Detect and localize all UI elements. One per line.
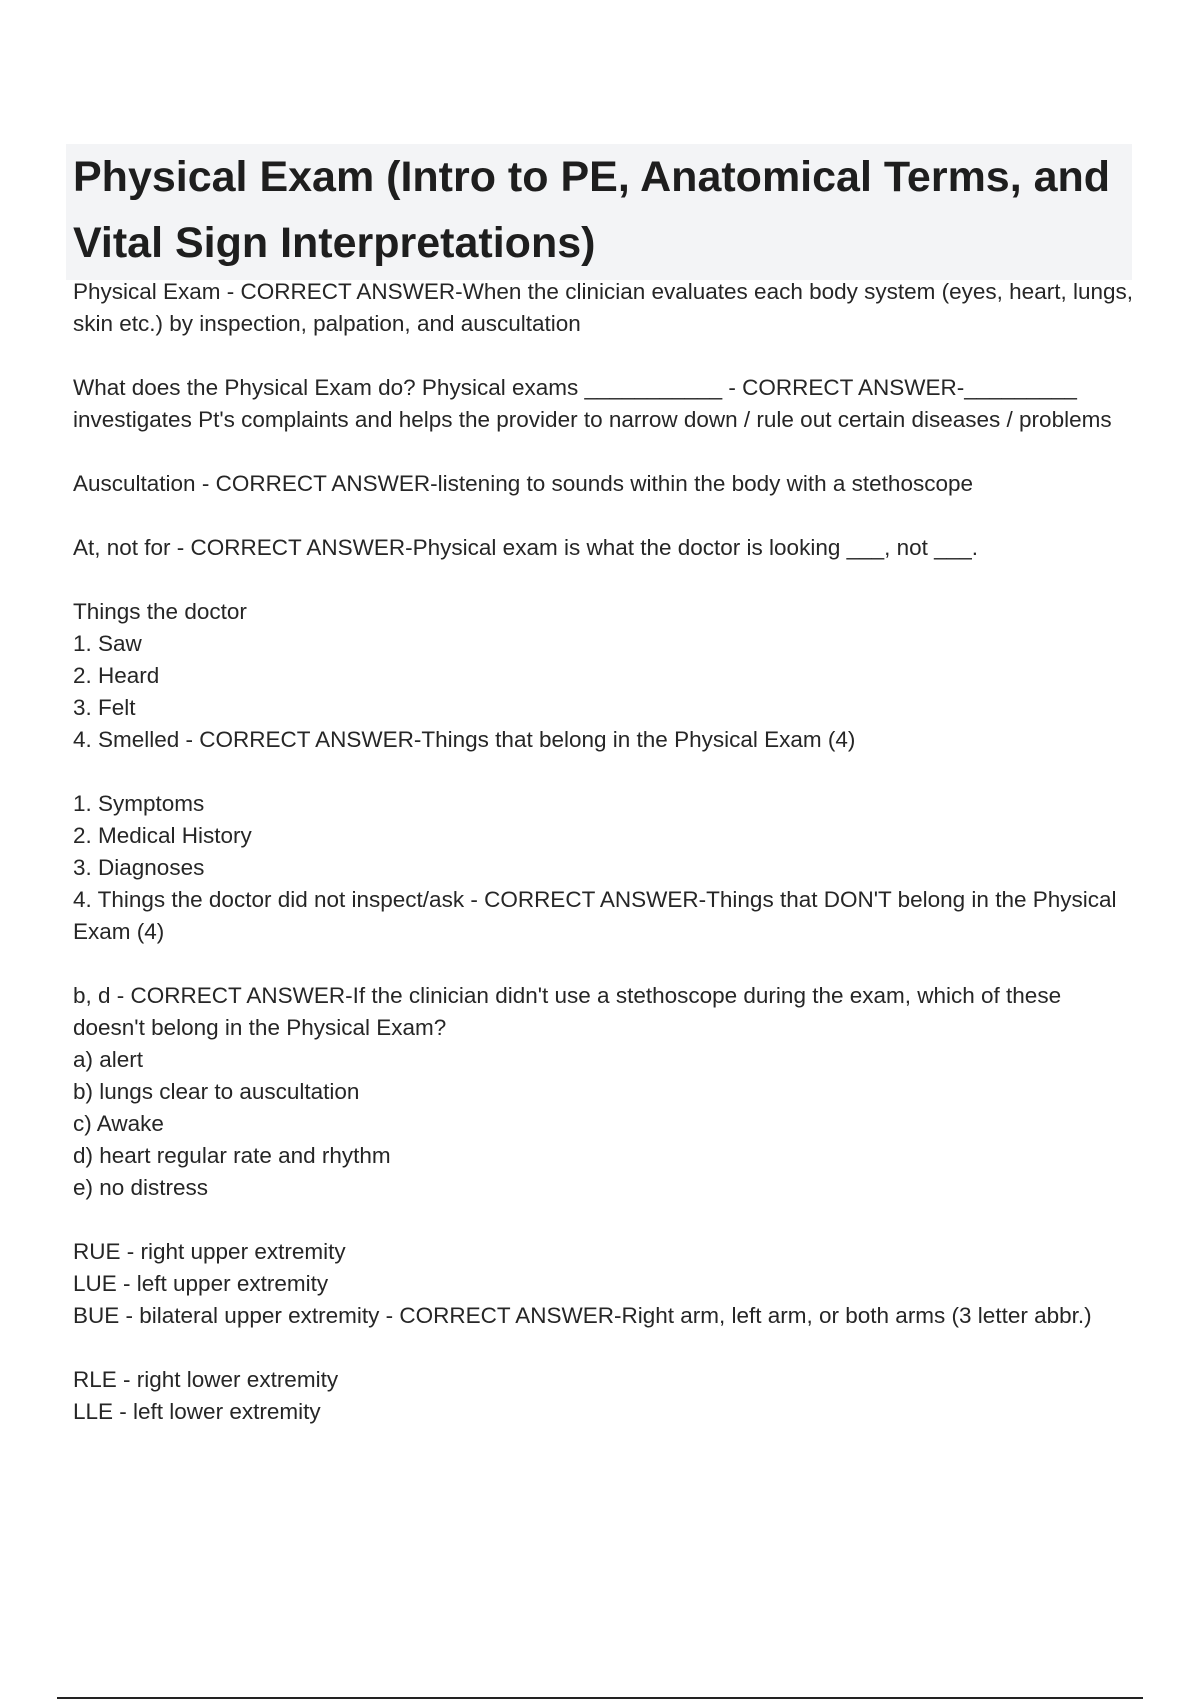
qa-at-not-for: At, not for - CORRECT ANSWER-Physical exam is what the doctor is looking ___, not ___. bbox=[73, 535, 978, 560]
qa-upper-extremity: RUE - right upper extremity LUE - left upper extremity BUE - bilateral upper extremity - CORRECT ANSWER-Right arm, left arm, or both arms (3 letter abbr.) bbox=[73, 1239, 1092, 1328]
document-page bbox=[73, 144, 1133, 1428]
qa-lower-extremity: RLE - right lower extremity LLE - left lower extremity bbox=[73, 1367, 339, 1424]
qa-physical-exam: Physical Exam - CORRECT ANSWER-When the clinician evaluates each body system (eyes, heart, lungs, skin etc.) by inspection, palpation, and auscultation bbox=[73, 279, 1133, 336]
document-body bbox=[73, 276, 1133, 1428]
qa-stethoscope-question: b, d - CORRECT ANSWER-If the clinician didn't use a stethoscope during the exam, which of these doesn't belong in the Physical Exam? a) alert b) lungs clear to auscultation c) Awake d) heart regular rate and rhythm e) no distress bbox=[73, 983, 1062, 1200]
footer-divider bbox=[57, 1697, 1143, 1699]
qa-things-dont-belong: 1. Symptoms 2. Medical History 3. Diagnoses 4. Things the doctor did not inspect/ask - CORRECT ANSWER-Things that DON'T belong in the Physical Exam (4) bbox=[73, 791, 1117, 944]
qa-what-exam-does: What does the Physical Exam do? Physical exams ___________ - CORRECT ANSWER-_________ investigates Pt's complaints and helps the provider to narrow down / rule out certain diseases / problems bbox=[73, 375, 1112, 432]
qa-things-belong: Things the doctor 1. Saw 2. Heard 3. Felt 4. Smelled - CORRECT ANSWER-Things that belong in the Physical Exam (4) bbox=[73, 599, 856, 752]
qa-auscultation: Auscultation - CORRECT ANSWER-listening to sounds within the body with a stethoscope bbox=[73, 471, 973, 496]
document-title: Physical Exam (Intro to PE, Anatomical Terms, and Vital Sign Interpretations) bbox=[73, 153, 1111, 267]
